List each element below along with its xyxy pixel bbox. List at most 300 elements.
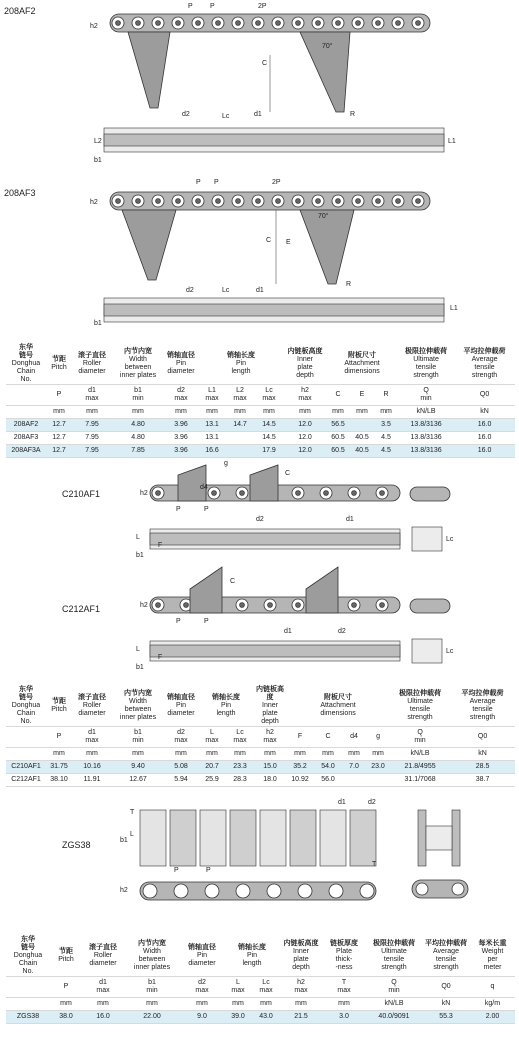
- symbol-cell: h2 max: [254, 727, 286, 748]
- value-cell: 54.0: [314, 761, 342, 774]
- pin: [316, 199, 321, 204]
- column-header: [82, 936, 124, 977]
- value-cell: 13.8/3136: [398, 432, 454, 445]
- symbol-cell: Lc max: [252, 977, 280, 998]
- symbol-cell: d4: [342, 727, 366, 748]
- header-cn: 内链板高度: [283, 940, 319, 947]
- header-cn: 销轴直径: [188, 944, 216, 951]
- unit-cell: mm: [72, 406, 112, 419]
- symbol-cell: [6, 727, 46, 748]
- symbol-cell: L2 max: [226, 385, 254, 406]
- dim-P: P: [210, 3, 215, 10]
- pin: [236, 21, 241, 26]
- header-cn: 节距: [52, 698, 66, 705]
- column-header: [112, 344, 164, 385]
- value-cell: 14.7: [226, 419, 254, 432]
- unit-cell: [6, 406, 46, 419]
- pin: [156, 199, 161, 204]
- header-en: Ultimate tensile strength: [407, 698, 433, 721]
- dim-h2: h2: [140, 602, 148, 609]
- header-en: Pin diameter: [167, 360, 195, 375]
- header-en: Pitch: [58, 956, 74, 963]
- dim-b1: b1: [94, 320, 102, 327]
- symbol-cell: Q min: [366, 977, 422, 998]
- header-en: Average tensile strength: [471, 356, 498, 379]
- value-cell: 18.0: [254, 774, 286, 787]
- value-cell: 4.5: [374, 445, 398, 458]
- dim-d1: d1: [284, 628, 292, 635]
- unit-cell: kg/m: [470, 998, 515, 1011]
- column-header: [6, 936, 50, 977]
- value-cell: 12.67: [112, 774, 164, 787]
- symbol-cell: [6, 977, 50, 998]
- end-view: [418, 810, 460, 866]
- header-cn: 内节内宽: [124, 690, 152, 697]
- dim-2P: 2P: [258, 3, 267, 10]
- column-header: [112, 686, 164, 727]
- value-cell: 4.80: [112, 419, 164, 432]
- value-cell: [366, 774, 390, 787]
- title-c210af1: C210AF1: [62, 489, 101, 499]
- header-cn: 极限拉伸载荷: [399, 690, 442, 697]
- symbol-cell: L1 max: [198, 385, 226, 406]
- column-header: [422, 936, 470, 977]
- unit-cell: kN: [422, 998, 470, 1011]
- chain-number-cell: C210AF1: [6, 761, 46, 774]
- value-cell: 40.0/9091: [366, 1011, 422, 1024]
- value-cell: 38.10: [46, 774, 72, 787]
- symbol-cell: Q min: [398, 385, 454, 406]
- value-cell: 3.5: [374, 419, 398, 432]
- value-cell: 15.0: [254, 761, 286, 774]
- column-header: [46, 344, 72, 385]
- unit-cell: mm: [50, 998, 82, 1011]
- pin: [416, 21, 421, 26]
- value-cell: 12.7: [46, 432, 72, 445]
- dim-d1: d1: [256, 287, 264, 294]
- header-en: Pitch: [51, 364, 67, 371]
- header-cn: 每米长重: [478, 940, 507, 947]
- value-cell: 3.0: [322, 1011, 366, 1024]
- dim-L: L: [130, 831, 134, 838]
- link-plate: [320, 810, 346, 866]
- header-cn: 销轴长度: [212, 694, 240, 701]
- unit-cell: mm: [374, 406, 398, 419]
- header-en: Donghua Chain No.: [11, 702, 41, 725]
- title-zgs38: ZGS38: [62, 840, 91, 850]
- symbol-cell: d2 max: [164, 727, 198, 748]
- dim-Lc: Lc: [222, 287, 230, 294]
- dim-P: P: [206, 867, 211, 874]
- pin: [396, 21, 401, 26]
- dim-C: C: [262, 60, 268, 67]
- attachment-plate: [128, 32, 170, 108]
- header-en: Roller diameter: [78, 360, 106, 375]
- pin: [324, 491, 329, 496]
- link-plate: [170, 810, 196, 866]
- table-row: [6, 419, 515, 432]
- unit-cell: mm: [226, 748, 254, 761]
- value-cell: 10.92: [286, 774, 314, 787]
- dim-h2: h2: [120, 887, 128, 894]
- pin: [116, 21, 121, 26]
- roller: [329, 884, 343, 898]
- unit-cell: kN/LB: [366, 998, 422, 1011]
- pin: [196, 199, 201, 204]
- dim-d1: d1: [346, 516, 354, 523]
- symbol-cell: P: [46, 385, 72, 406]
- drawing-zgs38: [0, 796, 519, 936]
- value-cell: 38.7: [450, 774, 515, 787]
- dim-d1: d1: [338, 799, 346, 806]
- symbol-cell: b1 min: [124, 977, 180, 998]
- dim-F: F: [158, 654, 163, 661]
- value-cell: 3.96: [164, 432, 198, 445]
- value-cell: 13.1: [198, 432, 226, 445]
- header-cn: 销轴直径: [167, 352, 195, 359]
- table-row: [6, 774, 515, 787]
- value-cell: [342, 774, 366, 787]
- column-header: [6, 344, 46, 385]
- pin: [156, 491, 161, 496]
- pin: [196, 21, 201, 26]
- header-en: Attachment dimensions: [320, 702, 356, 717]
- value-cell: 28.3: [226, 774, 254, 787]
- value-cell: 40.5: [350, 445, 374, 458]
- header-en: Pin length: [242, 952, 262, 967]
- value-cell: 38.0: [50, 1011, 82, 1024]
- value-cell: 3.96: [164, 445, 198, 458]
- header-cn: 内链板高度: [256, 686, 284, 701]
- symbol-cell: d1 max: [72, 727, 112, 748]
- symbol-cell: Q0: [450, 727, 515, 748]
- symbol-cell: L max: [224, 977, 252, 998]
- header-cn: 链板厚度: [330, 940, 358, 947]
- symbol-cell: L max: [198, 727, 226, 748]
- value-cell: 13.8/3136: [398, 419, 454, 432]
- header-en: Inner plate depth: [292, 948, 310, 971]
- pin: [380, 491, 385, 496]
- dim-L: L: [136, 646, 140, 653]
- pin: [240, 491, 245, 496]
- dim-L1: L1: [450, 305, 458, 312]
- dim-P: P: [204, 506, 209, 513]
- dim-P: P: [196, 179, 201, 186]
- symbol-cell: R: [374, 385, 398, 406]
- pin: [336, 21, 341, 26]
- value-cell: 11.91: [72, 774, 112, 787]
- dim-C: C: [285, 470, 291, 477]
- unit-cell: mm: [46, 748, 72, 761]
- value-cell: 16.6: [198, 445, 226, 458]
- roller: [236, 884, 250, 898]
- pin: [316, 21, 321, 26]
- chain-number-cell: 208AF2: [6, 419, 46, 432]
- pin: [352, 603, 357, 608]
- header-cn: 极限拉伸载荷: [405, 348, 448, 355]
- pin: [176, 21, 181, 26]
- symbol-cell: d2 max: [180, 977, 224, 998]
- title-208af3: 208AF3: [4, 188, 36, 198]
- value-cell: 21.5: [280, 1011, 322, 1024]
- value-cell: 12.7: [46, 445, 72, 458]
- value-cell: 7.85: [112, 445, 164, 458]
- value-cell: 9.40: [112, 761, 164, 774]
- symbol-cell: C: [314, 727, 342, 748]
- value-cell: 3.96: [164, 419, 198, 432]
- column-header: [450, 686, 515, 727]
- symbol-cell: d1 max: [72, 385, 112, 406]
- attachment-plate: [300, 210, 354, 284]
- dim-P: P: [188, 3, 193, 10]
- unit-cell: mm: [254, 748, 286, 761]
- unit-cell: mm: [198, 406, 226, 419]
- unit-cell: mm: [224, 998, 252, 1011]
- dim-b1: b1: [120, 837, 128, 844]
- column-header: [164, 686, 198, 727]
- attachment-plate: [250, 465, 278, 501]
- pin: [156, 21, 161, 26]
- value-cell: 7.95: [72, 432, 112, 445]
- value-cell: 31.1/7068: [390, 774, 450, 787]
- header-cn: 平均拉伸载荷: [461, 690, 504, 697]
- dim-b1: b1: [94, 157, 102, 164]
- column-header: [72, 344, 112, 385]
- header-en: Pitch: [51, 706, 67, 713]
- end-view-side: [412, 880, 468, 898]
- pin: [240, 603, 245, 608]
- value-cell: 4.80: [112, 432, 164, 445]
- unit-cell: kN: [454, 406, 515, 419]
- header-en: Donghua Chain No.: [13, 952, 43, 975]
- unit-cell: mm: [164, 748, 198, 761]
- unit-cell: mm: [180, 998, 224, 1011]
- symbol-cell: P: [50, 977, 82, 998]
- dim-C: C: [266, 237, 272, 244]
- value-cell: 22.00: [124, 1011, 180, 1024]
- title-c212af1: C212AF1: [62, 604, 101, 614]
- header-en: Average tensile strength: [433, 948, 459, 971]
- table-row: [6, 1011, 515, 1024]
- symbol-cell: P: [46, 727, 72, 748]
- unit-cell: mm: [124, 998, 180, 1011]
- table-row: [6, 761, 515, 774]
- value-cell: [350, 419, 374, 432]
- dim-d2: d2: [368, 799, 376, 806]
- pin: [256, 199, 261, 204]
- dim-d2: d2: [182, 111, 190, 118]
- column-header: [454, 344, 515, 385]
- value-cell: 7.95: [72, 445, 112, 458]
- spec-table-208af: [6, 344, 515, 458]
- header-en: Weight per meter: [481, 948, 504, 971]
- value-cell: 16.0: [454, 432, 515, 445]
- pin: [376, 199, 381, 204]
- column-header: [284, 344, 326, 385]
- link-plate: [200, 810, 226, 866]
- value-cell: 5.08: [164, 761, 198, 774]
- value-cell: 16.0: [454, 445, 515, 458]
- header-cn: 滚子直径: [78, 352, 106, 359]
- pin: [184, 603, 189, 608]
- symbol-cell: F: [286, 727, 314, 748]
- header-cn: 节距: [52, 356, 66, 363]
- pin: [156, 603, 161, 608]
- header-en: Width between inner plates: [133, 948, 171, 971]
- column-header: [198, 344, 284, 385]
- header-cn: 销轴直径: [167, 694, 195, 701]
- symbol-cell: d1 max: [82, 977, 124, 998]
- value-cell: 60.5: [326, 445, 350, 458]
- value-cell: 7.0: [342, 761, 366, 774]
- roller: [174, 884, 188, 898]
- unit-cell: [6, 998, 50, 1011]
- value-cell: 14.5: [254, 419, 284, 432]
- spec-table-zgs38: [6, 936, 515, 1024]
- value-cell: 55.3: [422, 1011, 470, 1024]
- attachment-plate: [122, 210, 176, 280]
- pin: [212, 491, 217, 496]
- link-plate: [350, 810, 376, 866]
- unit-cell: mm: [350, 406, 374, 419]
- pin: [268, 603, 273, 608]
- column-header: [366, 936, 422, 977]
- link-plate: [290, 810, 316, 866]
- symbol-cell: d2 max: [164, 385, 198, 406]
- dim-P: P: [174, 867, 179, 874]
- pin: [352, 491, 357, 496]
- dim-b1: b1: [136, 664, 144, 671]
- header-en: Roller diameter: [89, 952, 117, 967]
- header-en: Pin diameter: [188, 952, 216, 967]
- chain-number-cell: ZGS38: [6, 1011, 50, 1024]
- pin: [216, 21, 221, 26]
- symbol-cell: h2 max: [284, 385, 326, 406]
- header-cn: 销轴长度: [227, 352, 255, 359]
- symbol-cell: Q0: [454, 385, 515, 406]
- value-cell: [226, 432, 254, 445]
- symbol-cell: g: [366, 727, 390, 748]
- symbol-cell: T max: [322, 977, 366, 998]
- value-cell: 56.5: [326, 419, 350, 432]
- pin: [236, 199, 241, 204]
- header-cn: 附板尺寸: [348, 352, 377, 359]
- chain-side-view: [140, 882, 376, 900]
- symbol-cell: h2 max: [280, 977, 322, 998]
- column-header: [326, 344, 398, 385]
- pin: [136, 21, 141, 26]
- dim-Lc: Lc: [222, 113, 230, 120]
- dim-angle: 70°: [322, 43, 333, 50]
- value-cell: 28.5: [450, 761, 515, 774]
- header-cn: 内节内宽: [124, 348, 152, 355]
- value-cell: 9.0: [180, 1011, 224, 1024]
- title-208af2: 208AF2: [4, 6, 36, 16]
- header-en: Inner plate depth: [261, 702, 279, 725]
- unit-cell: mm: [280, 998, 322, 1011]
- header-cn: 滚子直径: [78, 694, 106, 701]
- pin: [356, 199, 361, 204]
- pin: [276, 199, 281, 204]
- chain-top-view: [140, 810, 376, 866]
- symbol-cell: b1 min: [112, 727, 164, 748]
- unit-cell: mm: [164, 406, 198, 419]
- chain-number-cell: C212AF1: [6, 774, 46, 787]
- header-cn: 销轴长度: [238, 944, 266, 951]
- dim-P: P: [214, 179, 219, 186]
- header-cn: 附板尺寸: [324, 694, 353, 701]
- symbol-cell: Q0: [422, 977, 470, 998]
- dim-d2: d2: [256, 516, 264, 523]
- header-cn: 平均拉伸载荷: [425, 940, 467, 947]
- value-cell: 10.16: [72, 761, 112, 774]
- unit-cell: mm: [284, 406, 326, 419]
- chain-number-cell: 208AF3A: [6, 445, 46, 458]
- link-plate: [260, 810, 286, 866]
- pin: [296, 603, 301, 608]
- value-cell: 4.5: [374, 432, 398, 445]
- unit-cell: mm: [286, 748, 314, 761]
- header-en: Roller diameter: [78, 702, 106, 717]
- column-header: [322, 936, 366, 977]
- column-header: [224, 936, 280, 977]
- unit-cell: mm: [322, 998, 366, 1011]
- attachment-plate: [178, 465, 206, 501]
- column-header: [398, 344, 454, 385]
- value-cell: 16.0: [82, 1011, 124, 1024]
- header-cn: 东华 链号: [19, 686, 33, 701]
- pin: [376, 21, 381, 26]
- pin: [296, 491, 301, 496]
- column-header: [280, 936, 322, 977]
- symbol-cell: C: [326, 385, 350, 406]
- value-cell: 56.0: [314, 774, 342, 787]
- value-cell: 7.95: [72, 419, 112, 432]
- column-header: [50, 936, 82, 977]
- roller: [267, 884, 281, 898]
- header-cn: 平均拉伸载荷: [463, 348, 506, 355]
- unit-cell: mm: [198, 748, 226, 761]
- unit-cell: mm: [82, 998, 124, 1011]
- symbol-cell: Lc max: [226, 727, 254, 748]
- unit-cell: mm: [46, 406, 72, 419]
- drawing-c210af1: [0, 455, 519, 575]
- value-cell: 12.0: [284, 432, 326, 445]
- unit-cell: kN/LB: [398, 406, 454, 419]
- roller: [298, 884, 312, 898]
- unit-cell: kN/LB: [390, 748, 450, 761]
- dim-R: R: [346, 281, 352, 288]
- chain-number-cell: 208AF3: [6, 432, 46, 445]
- dim-d1: d1: [254, 111, 262, 118]
- dim-F: F: [158, 542, 163, 549]
- column-header: [286, 686, 390, 727]
- pin: [116, 199, 121, 204]
- dim-h2: h2: [140, 490, 148, 497]
- dim-E: E: [286, 239, 291, 246]
- unit-cell: [6, 748, 46, 761]
- header-en: Pin length: [216, 702, 236, 717]
- dim-h2: h2: [90, 199, 98, 206]
- dim-d4: d4: [200, 484, 208, 491]
- dim-2P: 2P: [272, 179, 281, 186]
- value-cell: 17.9: [254, 445, 284, 458]
- value-cell: 21.8/4955: [390, 761, 450, 774]
- dim-L2: L2: [94, 138, 102, 145]
- unit-cell: mm: [366, 748, 390, 761]
- drawing-c212af1: [0, 565, 519, 675]
- unit-cell: mm: [326, 406, 350, 419]
